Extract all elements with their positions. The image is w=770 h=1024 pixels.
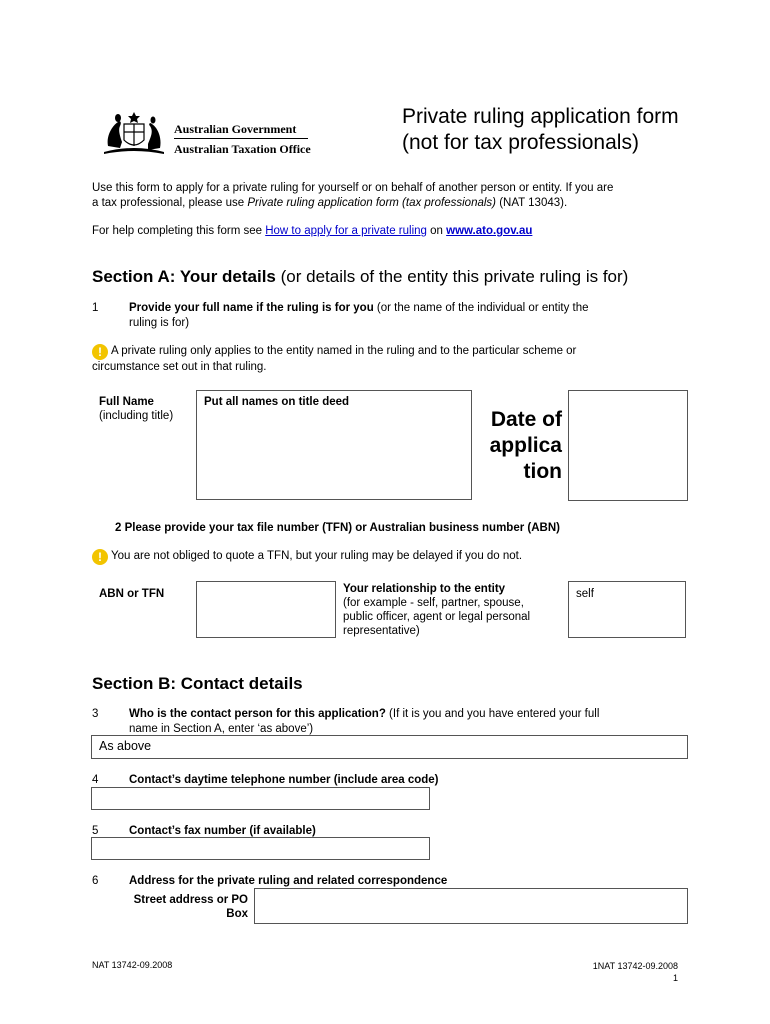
logo-line-2: Australian Taxation Office [174, 142, 311, 156]
q5-question: Contact’s fax number (if available) [129, 825, 316, 837]
footer-nat-right-code: 1NAT 13742-09.2008 [592, 961, 678, 971]
logo-line-1: Australian Government [174, 122, 297, 136]
q1-line-2: ruling is for) [129, 317, 190, 329]
relationship-label-sub-3: representative) [343, 625, 420, 637]
relationship-label [343, 582, 563, 638]
q2-question: 2 Please provide your tax file number (TFN) or Australian business number (ABN) [115, 522, 560, 534]
section-a-subtitle: (or details of the entity this private ruling is for) [275, 267, 629, 286]
warning-icon: ! [92, 344, 108, 360]
q1-number: 1 [92, 302, 99, 314]
q1-qualifier: (or the name of the individual or entity the [373, 302, 589, 314]
abn-tfn-label: ABN or TFN [99, 588, 165, 600]
date-of-application-label [472, 407, 562, 485]
page-number: 1 [672, 973, 678, 983]
intro-nat-ref: (NAT 13043). [496, 197, 568, 209]
ato-website-link[interactable]: www.ato.gov.au [446, 225, 533, 237]
intro-line-2-text: a tax professional, please use [92, 197, 248, 209]
street-address-label-1: Street address or PO [133, 894, 248, 906]
note-scheme-line-2: circumstance set out in that ruling. [92, 361, 267, 373]
relationship-value: self [576, 588, 594, 600]
note-scheme-line-1 [92, 344, 692, 360]
date-of-application-field[interactable] [568, 390, 688, 501]
relationship-label-sub-1: (for example - self, partner, spouse, [343, 597, 524, 609]
contact-person-value: As above [99, 739, 152, 753]
intro-line-2 [92, 196, 692, 211]
full-name-label-title: Full Name [99, 396, 154, 408]
help-guide-link[interactable]: How to apply for a private ruling [265, 225, 427, 237]
full-name-field[interactable] [196, 390, 472, 500]
relationship-field[interactable] [568, 581, 686, 638]
q5-number: 5 [92, 825, 99, 837]
daytime-phone-field[interactable] [91, 787, 430, 810]
street-address-field[interactable] [254, 888, 688, 924]
note-tfn-text: You are not obliged to quote a TFN, but your ruling may be delayed if you do not. [111, 550, 523, 562]
footer-nat-left: NAT 13742-09.2008 [92, 960, 173, 970]
q3-qualifier: (If it is you and you have entered your full [385, 708, 600, 720]
full-name-label [99, 395, 173, 423]
section-a-heading [92, 267, 628, 287]
q4-question: Contact’s daytime telephone number (include area code) [129, 774, 439, 786]
help-prefix: For help completing this form see [92, 225, 266, 237]
q1-text [129, 301, 669, 331]
help-line [92, 224, 532, 239]
note-tfn [92, 549, 522, 565]
section-b-heading: Section B: Contact details [92, 674, 303, 693]
logo-divider [174, 138, 308, 139]
q1-question: Provide your full name if the ruling is for you [129, 302, 374, 314]
date-label-line-3: tion [523, 460, 562, 483]
q6-number: 6 [92, 875, 99, 887]
note-scheme-text-1: A private ruling only applies to the entity named in the ruling and to the particular scheme or [111, 345, 577, 357]
q6-question: Address for the private ruling and related correspondence [129, 875, 448, 887]
q1-line-1 [129, 301, 669, 316]
relationship-label-sub-2: public officer, agent or legal personal [343, 611, 531, 623]
intro-paragraph [92, 181, 692, 211]
help-mid: on [426, 225, 447, 237]
q3-text [129, 707, 689, 737]
date-label-line-2: applica [489, 434, 562, 457]
section-a-title: Section A: Your details [92, 267, 276, 286]
date-label-line-1: Date of [490, 408, 562, 431]
warning-icon: ! [92, 549, 108, 565]
form-title-line-1: Private ruling application form [402, 105, 679, 128]
fax-number-field[interactable] [91, 837, 430, 860]
q3-line-1 [129, 707, 689, 722]
form-title-line-2: (not for tax professionals) [402, 131, 639, 154]
full-name-label-sub: (including title) [99, 410, 174, 422]
footer-nat-right [560, 960, 678, 984]
contact-person-field[interactable] [91, 735, 688, 759]
intro-line-1: Use this form to apply for a private ruling for yourself or on behalf of another person or entity. If you are [92, 182, 614, 194]
form-title [402, 104, 679, 156]
street-address-label [100, 893, 248, 921]
full-name-value: Put all names on title deed [204, 396, 350, 408]
abn-tfn-field[interactable] [196, 581, 336, 638]
note-scheme [92, 344, 692, 375]
street-address-label-2: Box [226, 908, 248, 920]
q3-line-2: name in Section A, enter ‘as above’) [129, 723, 314, 735]
relationship-label-title: Your relationship to the entity [343, 583, 506, 595]
q4-number: 4 [92, 774, 99, 786]
coat-of-arms-icon [98, 108, 170, 158]
q3-question: Who is the contact person for this application? [129, 708, 386, 720]
intro-form-name: Private ruling application form (tax professionals) [247, 197, 496, 209]
q3-number: 3 [92, 708, 99, 720]
ato-logo [98, 108, 318, 158]
